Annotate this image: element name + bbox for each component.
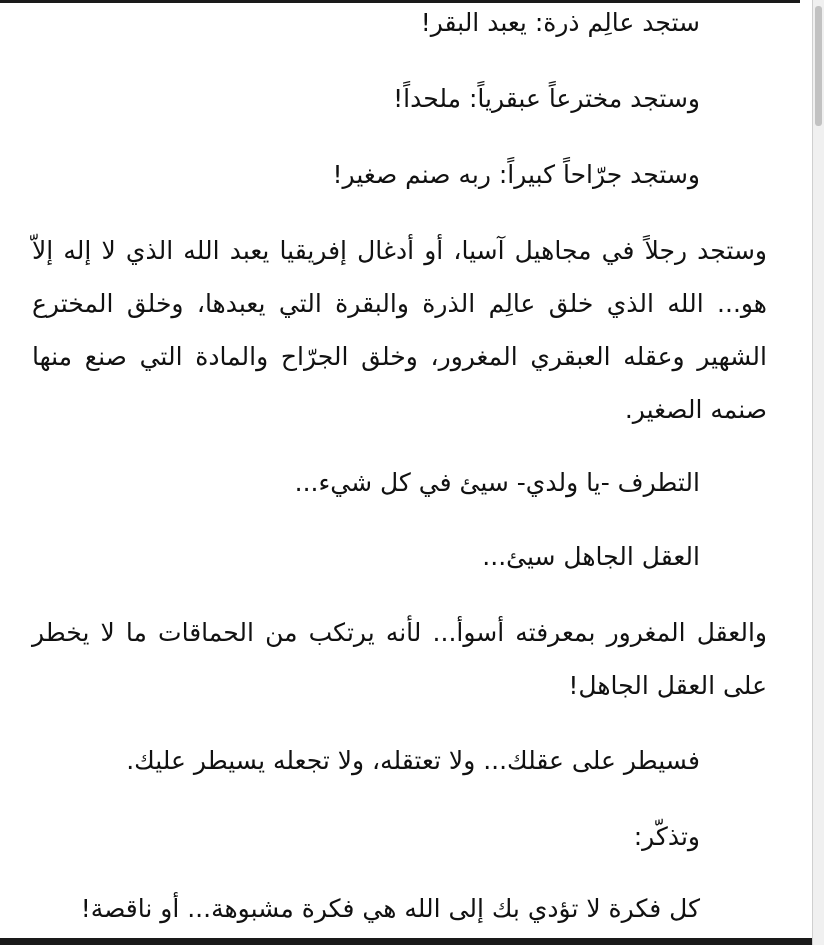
paragraph-surgeon: وستجد جرّاحاً كبيراً: ربه صنم صغير! [332,160,700,189]
paragraph-remember: وتذكّر: [633,822,700,851]
paragraph-man-in-asia: وستجد رجلاً في مجاهيل آسيا، أو أدغال إفريقيا يعبد الله الذي لا إله إلاّ هو... الله الذي خلق عالِم الذرة والبقرة التي يعبدها، وخلق المخترع الشهير وعقله العبقري المغرور، وخلق الجرّاح والمادة التي صنع منها صنمه الصغير. [32,236,767,424]
paragraph-ignorant-mind: العقل الجاهل سيئ... [482,542,700,571]
paragraph-atom-scientist: ستجد عالِم ذرة: يعبد البقر! [420,8,700,37]
paragraph-every-idea: كل فكرة لا تؤدي بك إلى الله هي فكرة مشبوهة... أو ناقصة! [80,894,700,923]
paragraph-inventor: وستجد مخترعاً عبقرياً: ملحداً! [393,84,700,113]
bottom-divider [0,938,812,945]
paragraph-control-mind: فسيطر على عقلك... ولا تعتقله، ولا تجعله يسيطر عليك. [126,746,700,775]
vertical-scrollbar[interactable] [812,0,824,945]
paragraph-extremism: التطرف -يا ولدي- سيئ في كل شيء... [294,468,700,497]
paragraph-arrogant-mind: والعقل المغرور بمعرفته أسوأ... لأنه يرتكب من الحماقات ما لا يخطر على العقل الجاهل! [32,618,767,700]
scrollbar-thumb[interactable] [815,6,822,126]
